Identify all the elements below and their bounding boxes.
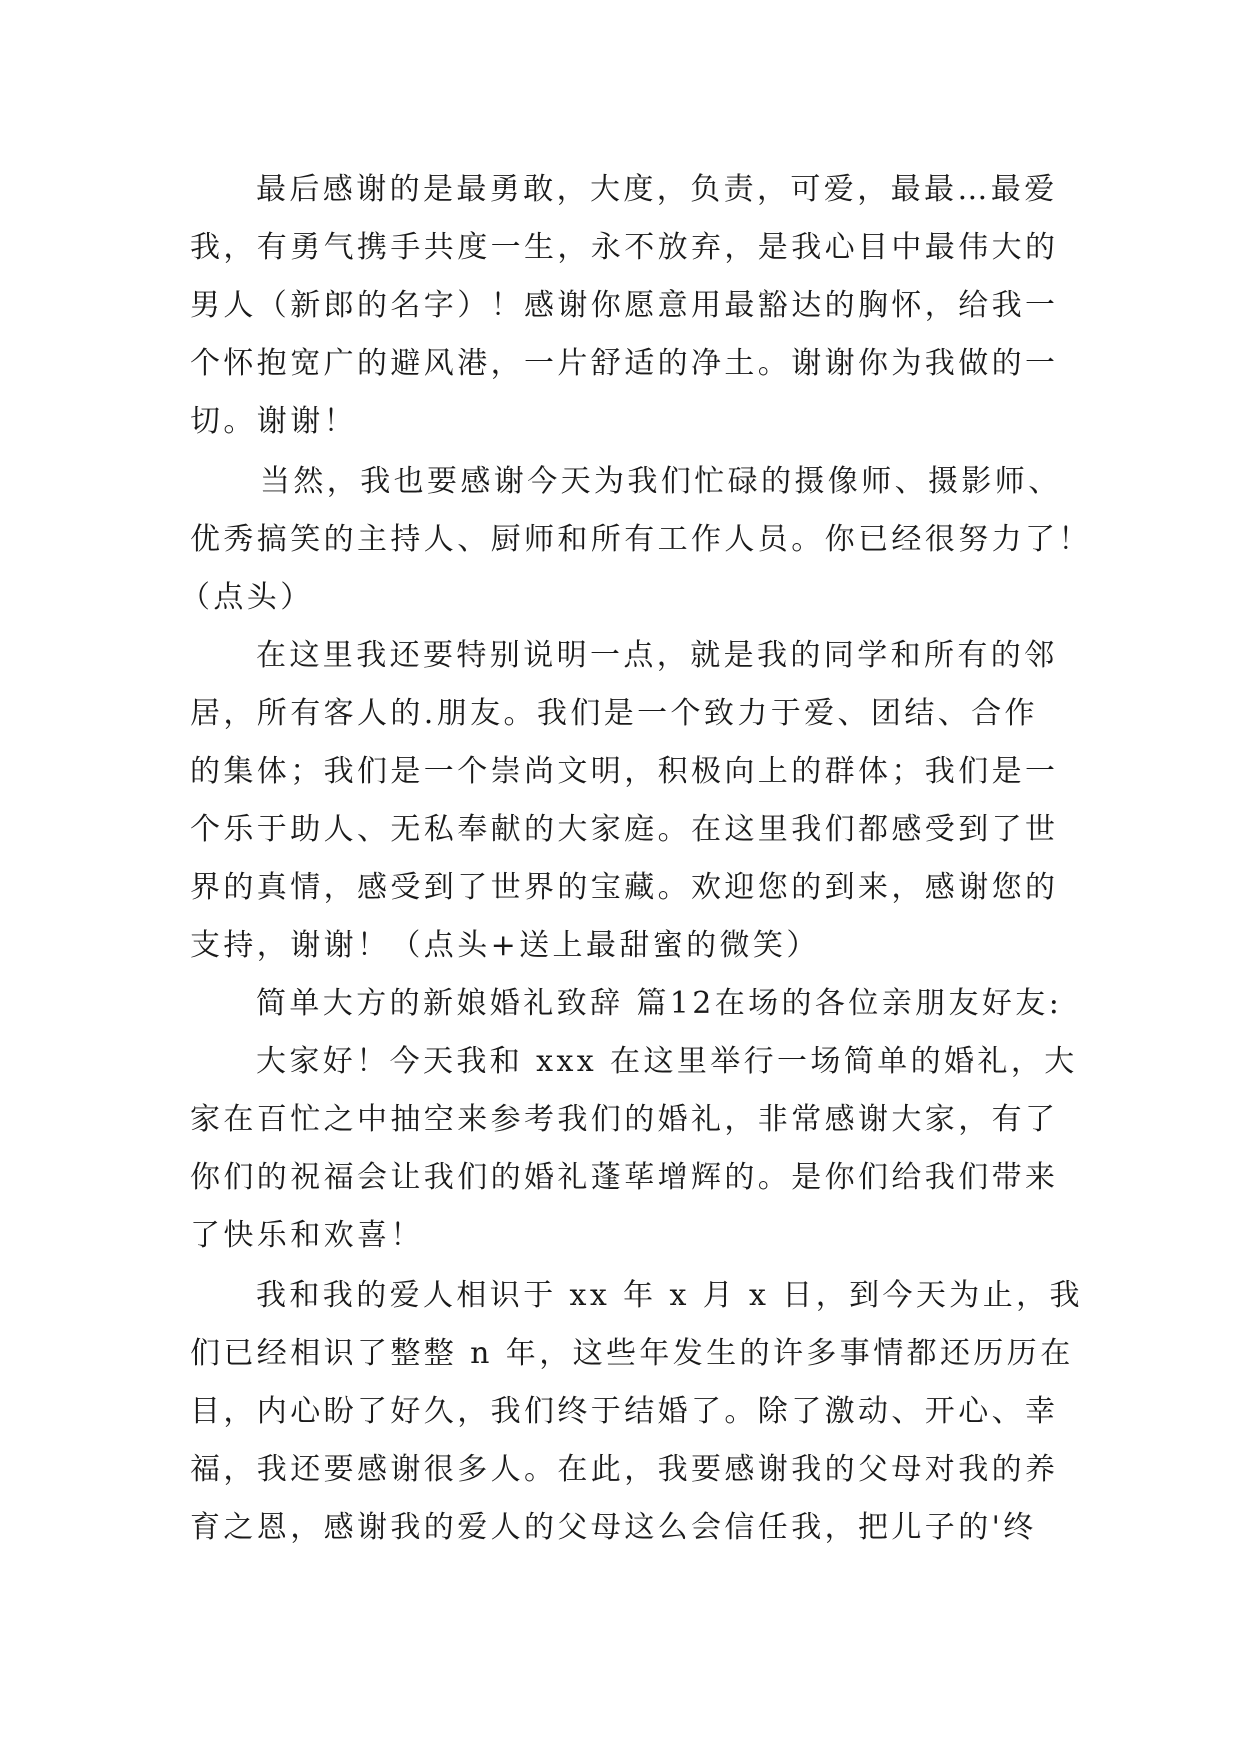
paragraph-line: 目，内心盼了好久，我们终于结婚了。除了激动、开心、幸 xyxy=(190,1394,1059,1429)
paragraph-line: 居，所有客人的.朋友。我们是一个致力于爱、团结、合作 xyxy=(190,696,1038,731)
paragraph-line: 当然，我也要感谢今天为我们忙碌的摄像师、摄影师、 xyxy=(260,464,1062,499)
paragraph-line: 最后感谢的是最勇敢，大度，负责，可爱，最最…最爱 xyxy=(256,172,1058,207)
paragraph-line: 福，我还要感谢很多人。在此，我要感谢我的父母对我的养 xyxy=(190,1452,1059,1487)
paragraph-line: 大家好！今天我和 xxx 在这里举行一场简单的婚礼，大 xyxy=(256,1044,1078,1079)
paragraph-line: 家在百忙之中抽空来参考我们的婚礼，非常感谢大家，有了 xyxy=(190,1102,1059,1137)
paragraph-line: 个乐于助人、无私奉献的大家庭。在这里我们都感受到了世 xyxy=(190,812,1059,847)
paragraph-line: 支持，谢谢！（点头+送上最甜蜜的微笑） xyxy=(190,928,820,963)
paragraph-line: 我，有勇气携手共度一生，永不放弃，是我心目中最伟大的 xyxy=(190,230,1059,265)
paragraph-line: 育之恩，感谢我的爱人的父母这么会信任我，把儿子的'终 xyxy=(190,1510,1037,1545)
paragraph-line: 你们的祝福会让我们的婚礼蓬荜增辉的。是你们给我们带来 xyxy=(190,1160,1059,1195)
paragraph-line: 个怀抱宽广的避风港，一片舒适的净土。谢谢你为我做的一 xyxy=(190,346,1059,381)
paragraph-line: 我和我的爱人相识于 xx 年 x 月 x 日，到今天为止，我 xyxy=(256,1278,1083,1313)
paragraph-line: 们已经相识了整整 n 年，这些年发生的许多事情都还历历在 xyxy=(190,1336,1074,1371)
paragraph-line: 的集体；我们是一个崇尚文明，积极向上的群体；我们是一 xyxy=(190,754,1059,789)
paragraph-line: 男人（新郎的名字）！感谢你愿意用最豁达的胸怀，给我一 xyxy=(190,288,1059,323)
section-heading-line: 简单大方的新娘婚礼致辞 篇12在场的各位亲朋友好友: xyxy=(256,986,1063,1021)
paragraph-line: 切。谢谢！ xyxy=(190,404,357,439)
paragraph-line: 界的真情，感受到了世界的宝藏。欢迎您的到来，感谢您的 xyxy=(190,870,1059,905)
paragraph-line: 在这里我还要特别说明一点，就是我的同学和所有的邻 xyxy=(256,638,1058,673)
paragraph-line: 优秀搞笑的主持人、厨师和所有工作人员。你已经很努力了！ xyxy=(190,522,1092,557)
paragraph-line: （点头） xyxy=(180,580,314,615)
paragraph-line: 了快乐和欢喜！ xyxy=(190,1218,424,1253)
